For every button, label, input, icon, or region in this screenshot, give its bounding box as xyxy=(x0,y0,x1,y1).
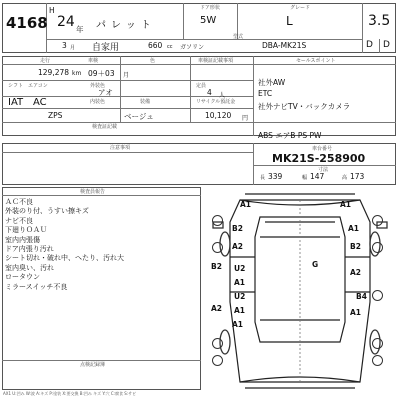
check-circle xyxy=(372,355,383,366)
check-circle xyxy=(212,338,223,349)
interior-color-code: ZPS xyxy=(48,111,63,120)
mileage: 129,278 xyxy=(38,68,70,77)
grade-header: グレード xyxy=(290,5,311,11)
check-circle xyxy=(372,290,383,301)
equipment-header: 装備 xyxy=(140,99,151,105)
chassis-number: MK21S-258900 xyxy=(272,152,366,165)
damage-mark: B2 xyxy=(211,262,222,271)
fuel-type: ガソリン xyxy=(180,44,205,51)
width-label: 幅 xyxy=(302,175,308,181)
comment-line: 外装のり付、うすい擦キズ xyxy=(5,207,89,216)
seating-capacity: 4 xyxy=(207,88,212,97)
comment-line: シート切れ・破れ中、へたり、汚れ大 xyxy=(5,254,124,263)
transmission: IAT xyxy=(8,97,24,108)
length-label: 長 xyxy=(260,175,266,181)
yen-unit: 円 xyxy=(242,115,249,122)
damage-mark: G xyxy=(312,260,319,269)
inspection-expiry: 09＋03 xyxy=(88,69,115,78)
lot-number: 4168 xyxy=(6,14,48,32)
inspect-note-header: 車検証記載事項 xyxy=(198,58,234,64)
damage-mark: U2 xyxy=(234,264,246,273)
damage-mark: B4 xyxy=(356,292,367,301)
ext-color-header: 外装色 xyxy=(90,83,106,89)
exterior-grade: D xyxy=(383,40,390,50)
vehicle-damage-diagram xyxy=(205,192,395,390)
check-circle xyxy=(212,242,223,253)
displacement: 660 xyxy=(148,41,163,50)
damage-mark: A2 xyxy=(350,268,362,277)
year-unit: 年 xyxy=(76,25,84,34)
km-unit: km xyxy=(72,70,82,77)
frame-header: 車台番号 xyxy=(312,146,333,152)
mileage-header: 走行 xyxy=(40,58,51,64)
seats-unit: 人 xyxy=(219,92,226,99)
damage-mark: A2 xyxy=(232,242,244,251)
inspector-comments xyxy=(5,198,124,292)
comment-line: ＡＣ不良 xyxy=(5,198,33,206)
damage-mark: A1 xyxy=(232,320,244,329)
check-circle xyxy=(212,355,223,366)
interior-grade: D xyxy=(366,40,373,50)
recycle-header: リサイクル預託金 xyxy=(196,99,236,105)
comment-line: ロータウン xyxy=(5,273,40,282)
seats-header: 定員 xyxy=(196,83,207,89)
inspection-header: 車検 xyxy=(88,58,99,64)
damage-mark: A1 xyxy=(348,224,360,233)
damage-mark: A2 xyxy=(211,304,223,313)
equipment-list: ABS エアB PS PW xyxy=(258,131,322,140)
interior-color: ベージュ xyxy=(124,112,154,121)
feature-3: 社外ナビTV・バックカメラ xyxy=(258,102,351,111)
exterior-color: アオ xyxy=(98,88,113,97)
damage-mark: U2 xyxy=(234,292,246,301)
model-year: 24 xyxy=(57,14,75,30)
check-circle xyxy=(372,215,383,226)
height-label: 高 xyxy=(342,175,348,181)
comment-line: 室内内張傷 xyxy=(5,235,40,244)
air-conditioning: AC xyxy=(33,97,47,108)
grade: L xyxy=(286,14,293,28)
damage-mark: A1 xyxy=(340,200,352,209)
damage-mark: A1 xyxy=(350,308,362,317)
features-header: セールスポイント xyxy=(296,58,336,64)
month-unit: 月 xyxy=(70,45,76,51)
length: 339 xyxy=(268,172,283,181)
inspection-unit: 月 xyxy=(123,72,130,79)
feature-2: ETC xyxy=(258,89,273,98)
model-code: DBA-MK21S xyxy=(262,41,307,50)
transmission-header: シフト xyxy=(8,83,24,89)
memo-header: 注意事項 xyxy=(110,145,131,151)
comment-line: 下廻りＯＡＵ xyxy=(5,226,47,235)
recycle-fee: 10,120 xyxy=(205,111,232,120)
inspector-header: 検査員報告 xyxy=(80,189,106,195)
body-header: 検査証記載 xyxy=(92,124,118,130)
damage-mark: A1 xyxy=(234,278,246,287)
interior-color-header: 内装色 xyxy=(90,99,106,105)
color-header: 色 xyxy=(150,58,156,64)
damage-mark: B2 xyxy=(232,224,243,233)
check-circle xyxy=(212,215,223,226)
check-circle xyxy=(372,338,383,349)
feature-1: 社外AW xyxy=(258,78,286,87)
model-header: 型式 xyxy=(233,34,244,40)
era-mark: H xyxy=(49,6,55,15)
ac-header: エアコン xyxy=(28,83,48,89)
reg-month: 3 xyxy=(62,41,67,50)
damage-mark: A1 xyxy=(240,200,252,209)
damage-mark: A1 xyxy=(234,306,246,315)
damage-mark: B2 xyxy=(350,242,361,251)
legend-footer: AX1 U:凹み W:波 A:キズ P:塗装 X:要交換 B:凹み キズ Y:穴 C:腐食 S:サビ xyxy=(3,391,137,396)
record-header: 点検記録簿 xyxy=(80,362,106,368)
car-name: パレット xyxy=(96,20,156,31)
comment-line: 室内臭い、汚れ xyxy=(5,263,54,272)
comment-line: ナビ不良 xyxy=(5,216,33,225)
comment-line: ミラースイッチ不良 xyxy=(5,282,68,291)
dims-header: 寸法 xyxy=(318,167,329,173)
comment-line: ドア内張り汚れ xyxy=(5,245,54,254)
height: 173 xyxy=(350,172,365,181)
check-circle xyxy=(372,242,383,253)
door-header: ドア形状 xyxy=(200,5,220,11)
cc-unit: cc xyxy=(167,44,173,50)
auction-score: 3.5 xyxy=(368,13,391,29)
width: 147 xyxy=(310,172,325,181)
door-type: 5W xyxy=(200,15,217,26)
usage: 自家用 xyxy=(92,43,120,53)
